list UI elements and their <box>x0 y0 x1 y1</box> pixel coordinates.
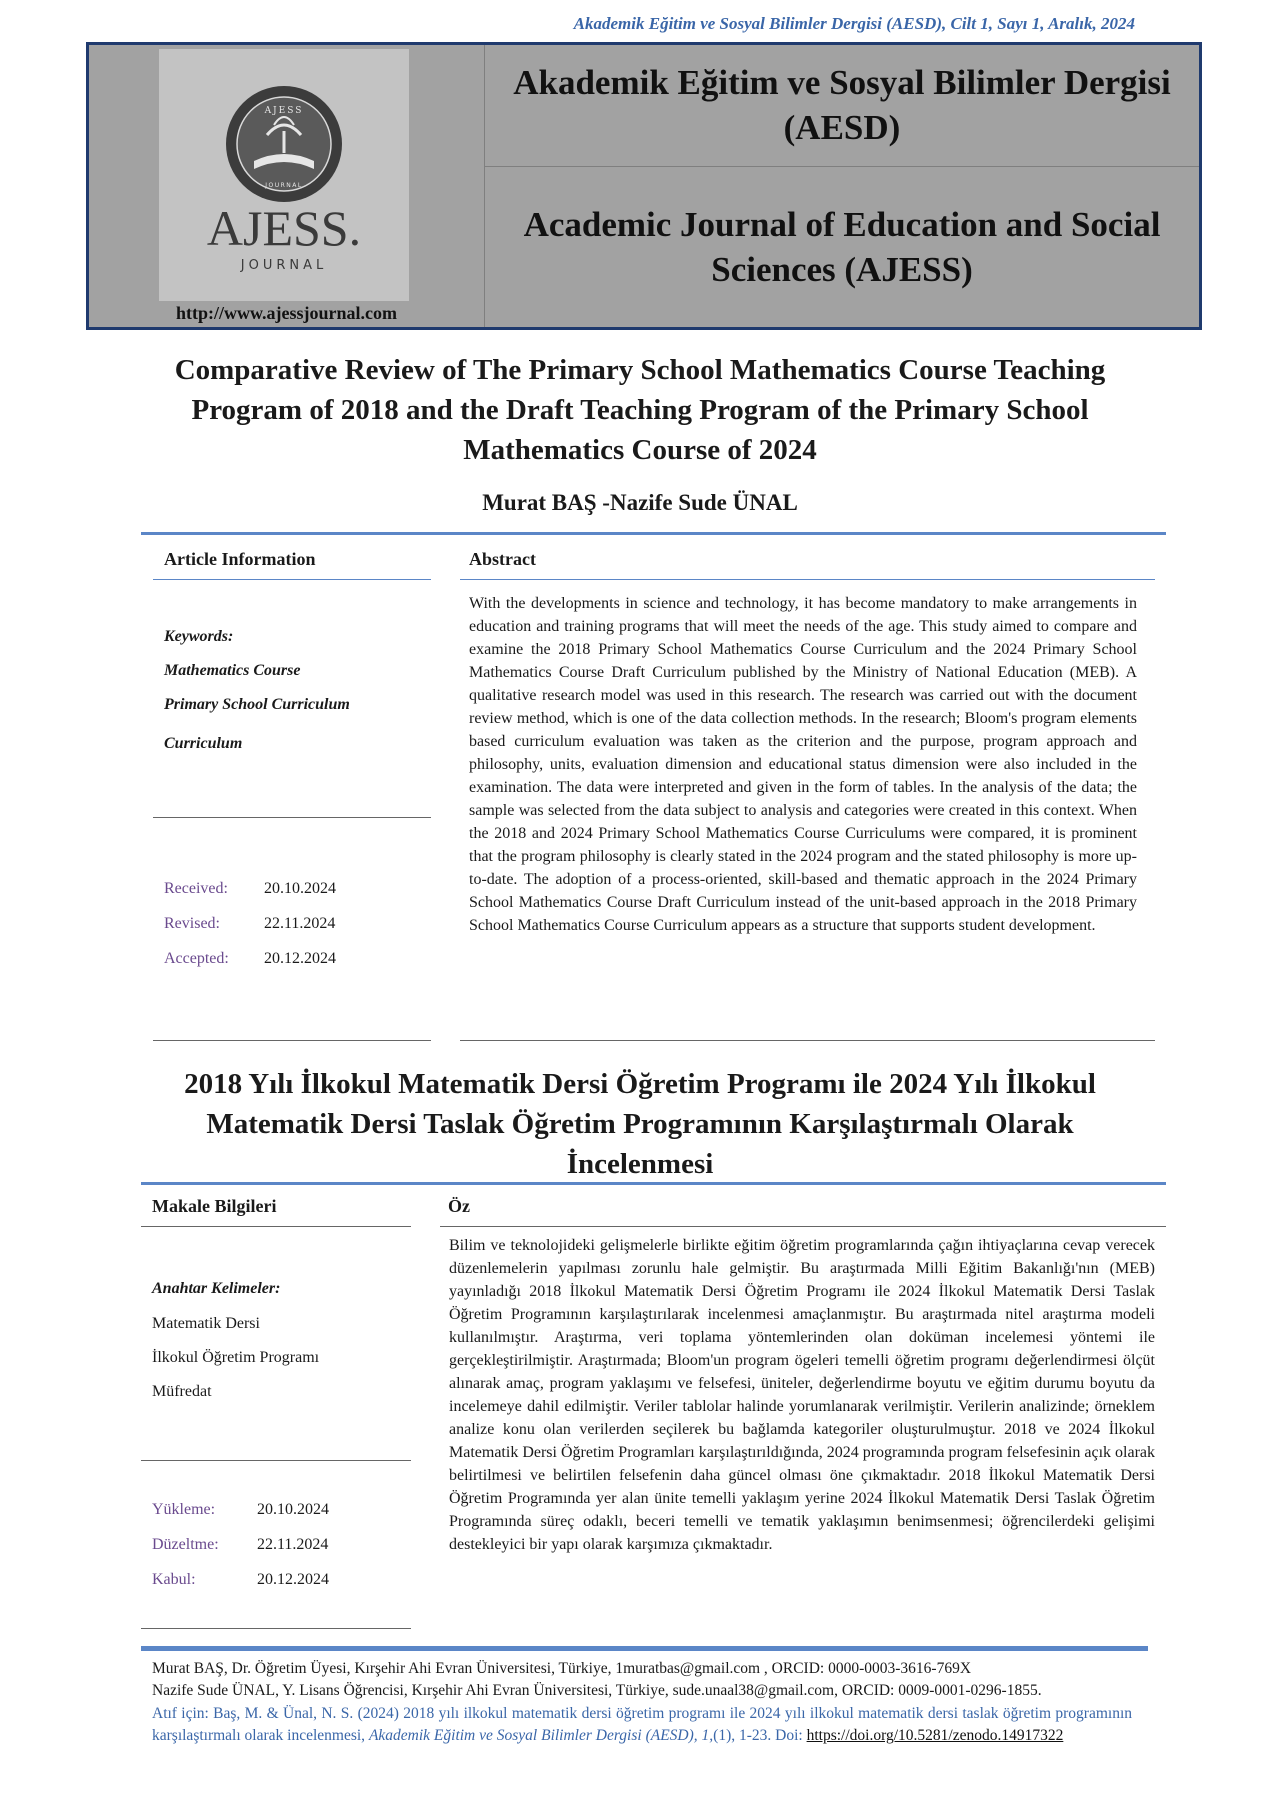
section-rule <box>141 532 1166 535</box>
logo-panel <box>89 45 485 327</box>
logo-emblem-icon <box>159 49 409 301</box>
oz-text: Bilim ve teknolojideki gelişmelerle birlikte eğitim öğretim programlarında çağın ihtiyaçlarına cevap verecek düzenlemelerin yapılması zorunlu hale gelmiştir. Bu araştırmada Milli Eğitim Bakanlığı'nın (MEB) yayınladığı 2018 İlkokul Matematik Dersi Öğretim Programı ile 2024 İlkokul Matematik Dersi Taslak Öğretim Programının karşılaştırılarak incelenmesi amaçlanmıştır. Bu araştırmada nitel araştırma modeli kullanılmıştır. Araştırma, veri toplama yöntemlerinden olan doküman incelemesi yöntemi ile gerçekleştirilmiştir. Araştırmada; Bloom'un program ögeleri temelli öğretim programı değerlendirmesi ölçüt alınarak amaç, program yaklaşımı ve felsefesi, üniteler, değerlendirme boyutu ve eğitim durumu boyutu da incelemeye dahil edilmiştir. Veriler tablolar halinde yorumlanarak verilmiştir. Verilerin analizinde; örneklem analize konu olan verilerden seçilerek bu bağlamda kategoriler oluşturulmuştur. 2018 ve 2024 İlkokul Matematik Dersi Öğretim Programları karşılaştırıldığında, 2024 programında program felsefesinin açık olarak belirtilmesi ve belirtilen felsefenin daha güncel olması öne çıkmaktadır. 2018 İlkokul Matematik Dersi Öğretim Programında yer alan ünite temelli yaklaşım yerine 2024 İlkokul Matematik Dersi Taslak Öğretim Programında süreç odaklı, beceri temelli ve tematik yaklaşımın benimsenmesi; öğrencilerdeki gelişimi destekleyici bir yapı olarak karşımıza çıkmaktadır. <box>449 1237 1156 1554</box>
journal-title-tr: Akademik Eğitim ve Sosyal Bilimler Dergisi (AESD) <box>485 45 1199 167</box>
date-label: Accepted: <box>164 950 229 967</box>
abstract-heading: Abstract <box>469 549 536 569</box>
date-label: Yükleme: <box>152 1501 216 1518</box>
citation-rest: (1), 1-23. Doi: <box>713 1727 803 1745</box>
keyword-item: Mathematics Course <box>164 662 301 679</box>
makale-bilgileri-heading: Makale Bilgileri <box>152 1196 277 1216</box>
keyword-item: İlkokul Öğretim Programı <box>152 1349 320 1366</box>
logo-sub-text: JOURNAL <box>240 258 328 273</box>
abstract-rule <box>440 1226 1166 1227</box>
keyword-item: Matematik Dersi <box>152 1315 260 1332</box>
info-rule <box>153 579 431 580</box>
journal-title-en: Academic Journal of Education and Social Sciences (AJESS) <box>523 204 1161 289</box>
keyword-item: Primary School Curriculum <box>164 696 350 713</box>
citation-prefix: Atıf için: Baş, M. & Ünal, N. S. (2024) 2018 yılı ilkokul matematik dersi öğretim programı ile 2024 yılı ilkokul matematik dersi taslak öğretim programının karşılaştırmalı olarak incelenmesi, <box>152 1704 1132 1745</box>
keyword-item: Curriculum <box>164 735 243 752</box>
article-authors: Murat BAŞ -Nazife Sude ÜNAL <box>482 490 798 515</box>
logo-name-text: AJESS. <box>206 200 362 256</box>
keywords-rule <box>153 817 431 818</box>
citation-journal: Akademik Eğitim ve Sosyal Bilimler Dergisi (AESD), 1, <box>368 1727 714 1745</box>
logo-top-text: AJESS <box>264 106 304 116</box>
article-title-en: Comparative Review of The Primary School Mathematics Course Teaching Program of 2018 and the Draft Teaching Program of the Primary School Mathematics Course of 2024 <box>174 354 1106 467</box>
oz-heading: Öz <box>448 1196 470 1216</box>
keywords-rule <box>141 1460 411 1461</box>
dates-rule <box>141 1628 411 1629</box>
abstract-rule <box>460 579 1155 580</box>
date-value: 20.12.2024 <box>264 950 336 967</box>
date-value: 22.11.2024 <box>264 915 336 932</box>
keywords-label: Anahtar Kelimeler: <box>152 1280 281 1297</box>
abstract-text: With the developments in science and technology, it has become mandatory to make arrangements in education and training programs that will meet the needs of the age. This study aimed to compare and examine the 2018 Primary School Mathematics Course Curriculum and the 2024 Primary School Mathematics Course Draft Curriculum published by the Ministry of National Education (MEB). A qualitative research model was used in this research. The research was carried out with the document review method, which is one of the data collection methods. In the research; Bloom's program elements based curriculum evaluation was taken as the criterion and the purpose, program approach and philosophy, units, evaluation dimension and educational status dimension were also included in the examination. The data were interpreted and given in the form of tables. In the analysis of the data; the sample was selected from the data subject to analysis and categories were created in this context. When the 2018 and 2024 Primary School Mathematics Course Curriculums were compared, it is prominent that the program philosophy is clearly stated in the 2024 program and the stated philosophy is more up-to-date. The adoption of a process-oriented, skill-based and thematic approach in the 2024 Primary School Mathematics Course Draft Curriculum instead of the unit-based approach in the 2018 Primary School Mathematics Course Curriculum appears as a structure that supports student development. <box>469 595 1137 935</box>
keyword-item: Müfredat <box>152 1383 212 1400</box>
date-label: Kabul: <box>152 1571 196 1588</box>
date-value: 22.11.2024 <box>257 1536 329 1553</box>
date-label: Received: <box>164 880 228 897</box>
journal-url[interactable]: http://www.ajessjournal.com <box>176 303 397 323</box>
author2-note: Nazife Sude ÜNAL, Y. Lisans Öğrencisi, Kırşehir Ahi Evran Üniversitesi, Türkiye, sude.unaal38@gmail.com, ORCID: 0009-0001-0296-1855. <box>152 1682 1042 1700</box>
info-rule <box>141 1226 411 1227</box>
journal-logo <box>159 49 409 301</box>
dates-rule <box>153 1040 431 1041</box>
article-title-tr: 2018 Yılı İlkokul Matematik Dersi Öğretim Programı ile 2024 Yılı İlkokul Matematik Dersi Taslak Öğretim Programının Karşılaştırmalı Olarak İncelenmesi <box>184 1068 1096 1181</box>
date-value: 20.10.2024 <box>257 1501 329 1518</box>
citation <box>152 1703 1132 1748</box>
author1-note: Murat BAŞ, Dr. Öğretim Üyesi, Kırşehir Ahi Evran Üniversitesi, Türkiye, 1muratbas@gmail.com , ORCID: 0000-0003-3616-769X <box>152 1660 972 1677</box>
abstract-bottom-rule <box>460 1040 1155 1041</box>
logo-small-text: JOURNAL <box>265 182 303 189</box>
journal-masthead <box>86 42 1202 330</box>
keywords-label: Keywords: <box>164 628 234 645</box>
article-info-heading: Article Information <box>164 549 316 569</box>
date-value: 20.10.2024 <box>264 880 336 897</box>
footer-rule <box>141 1646 1148 1651</box>
section-rule <box>141 1182 1166 1185</box>
footnotes <box>152 1658 1132 1748</box>
doi-link[interactable]: https://doi.org/10.5281/zenodo.14917322 <box>806 1727 1064 1745</box>
date-label: Revised: <box>164 915 220 932</box>
date-value: 20.12.2024 <box>257 1571 329 1588</box>
date-label: Düzeltme: <box>152 1536 219 1553</box>
running-header: Akademik Eğitim ve Sosyal Bilimler Dergisi (AESD), Cilt 1, Sayı 1, Aralık, 2024 <box>573 14 1135 33</box>
